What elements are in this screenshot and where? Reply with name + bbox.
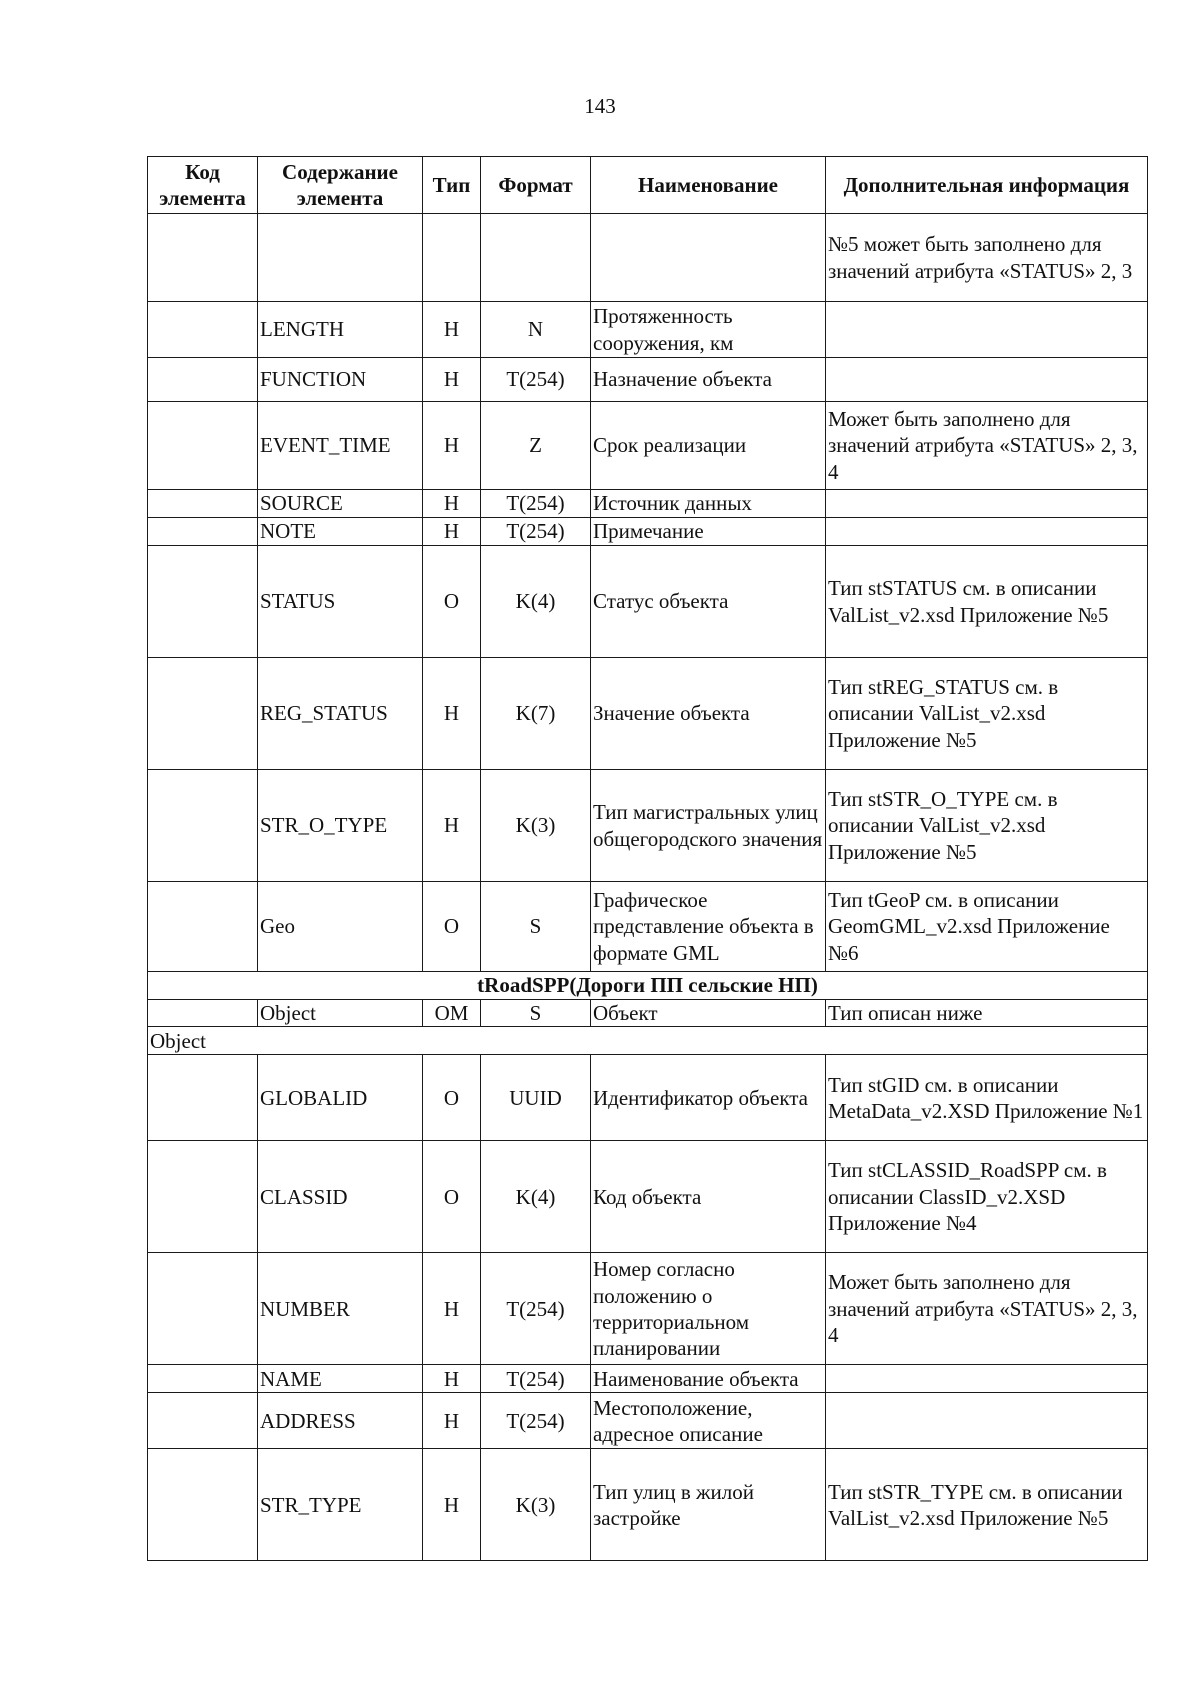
cell-format: N (481, 302, 591, 358)
cell-code (148, 1365, 258, 1393)
cell-type: Н (423, 402, 481, 490)
table-row (148, 358, 1148, 402)
cell-format: K(7) (481, 658, 591, 770)
header-row (148, 157, 1148, 214)
cell-info: Тип stGID см. в описании MetaData_v2.XSD Приложение №1 (826, 1055, 1148, 1141)
cell-content: CLASSID (258, 1141, 423, 1253)
cell-format: T(254) (481, 358, 591, 402)
cell-code (148, 1000, 258, 1027)
cell-info: Тип stSTATUS см. в описании ValList_v2.xsd Приложение №5 (826, 546, 1148, 658)
attribute-spec-table (147, 156, 1148, 1561)
cell-name: Значение объекта (591, 658, 826, 770)
cell-content: REG_STATUS (258, 658, 423, 770)
cell-type: Н (423, 1449, 481, 1561)
cell-info: Тип описан ниже (826, 1000, 1148, 1027)
table-row (148, 770, 1148, 882)
table-row (148, 302, 1148, 358)
cell-info: Тип stSTR_O_TYPE см. в описании ValList_v2.xsd Приложение №5 (826, 770, 1148, 882)
object-row (148, 1000, 1148, 1027)
cell-type: О (423, 1141, 481, 1253)
cell-content: NAME (258, 1365, 423, 1393)
cell-format: T(254) (481, 490, 591, 518)
table-row (148, 1253, 1148, 1365)
table-row (148, 214, 1148, 302)
cell-format: T(254) (481, 518, 591, 546)
cell-content: STR_O_TYPE (258, 770, 423, 882)
cell-info: Тип tGeoP см. в описании GeomGML_v2.xsd Приложение №6 (826, 882, 1148, 972)
section-title-row (148, 972, 1148, 1000)
cell-format: K(4) (481, 1141, 591, 1253)
header-format: Формат (481, 157, 591, 214)
cell-format: K(3) (481, 1449, 591, 1561)
cell-format: K(3) (481, 770, 591, 882)
group-label: Object (148, 1027, 1148, 1055)
table-row (148, 658, 1148, 770)
cell-type: Н (423, 1393, 481, 1449)
table-row (148, 490, 1148, 518)
cell-format: T(254) (481, 1393, 591, 1449)
cell-code (148, 658, 258, 770)
cell-content: NOTE (258, 518, 423, 546)
cell-info: Тип stCLASSID_RoadSPP см. в описании ClassID_v2.XSD Приложение №4 (826, 1141, 1148, 1253)
cell-content: EVENT_TIME (258, 402, 423, 490)
cell-info (826, 518, 1148, 546)
cell-code (148, 1141, 258, 1253)
cell-content: FUNCTION (258, 358, 423, 402)
cell-type: Н (423, 770, 481, 882)
cell-name: Идентификатор объекта (591, 1055, 826, 1141)
table-row (148, 546, 1148, 658)
cell-type: Н (423, 302, 481, 358)
cell-name: Объект (591, 1000, 826, 1027)
cell-type (423, 214, 481, 302)
cell-type: Н (423, 358, 481, 402)
cell-info (826, 302, 1148, 358)
cell-info: Тип stSTR_TYPE см. в описании ValList_v2.xsd Приложение №5 (826, 1449, 1148, 1561)
table-row (148, 882, 1148, 972)
cell-code (148, 546, 258, 658)
table-row (148, 1365, 1148, 1393)
cell-code (148, 214, 258, 302)
cell-content: NUMBER (258, 1253, 423, 1365)
cell-type: О (423, 882, 481, 972)
cell-code (148, 770, 258, 882)
cell-name: Номер согласно положению о территориальном планировании (591, 1253, 826, 1365)
cell-name: Статус объекта (591, 546, 826, 658)
table-row (148, 518, 1148, 546)
cell-name: Протяженность сооружения, км (591, 302, 826, 358)
cell-type: ОМ (423, 1000, 481, 1027)
cell-content: LENGTH (258, 302, 423, 358)
table-row (148, 1055, 1148, 1141)
cell-name: Срок реализации (591, 402, 826, 490)
cell-code (148, 518, 258, 546)
header-element-content: Содержание элемента (258, 157, 423, 214)
table-row (148, 1141, 1148, 1253)
cell-code (148, 302, 258, 358)
cell-code (148, 1393, 258, 1449)
cell-code (148, 1055, 258, 1141)
header-additional-info: Дополнительная информация (826, 157, 1148, 214)
cell-info (826, 490, 1148, 518)
cell-type: Н (423, 518, 481, 546)
page-number: 143 (584, 94, 616, 118)
cell-format: T(254) (481, 1253, 591, 1365)
cell-info: Может быть заполнено для значений атрибута «STATUS» 2, 3, 4 (826, 402, 1148, 490)
cell-type: Н (423, 490, 481, 518)
cell-name: Тип магистральных улиц общегородского значения (591, 770, 826, 882)
cell-info: Тип stREG_STATUS см. в описании ValList_v2.xsd Приложение №5 (826, 658, 1148, 770)
cell-info (826, 1365, 1148, 1393)
cell-format (481, 214, 591, 302)
table-row (148, 1449, 1148, 1561)
cell-code (148, 1253, 258, 1365)
cell-content: GLOBALID (258, 1055, 423, 1141)
cell-type: О (423, 546, 481, 658)
cell-format: Z (481, 402, 591, 490)
header-element-code: Код элемента (148, 157, 258, 214)
cell-info (826, 358, 1148, 402)
cell-info (826, 1393, 1148, 1449)
table-row (148, 1393, 1148, 1449)
cell-format: S (481, 1000, 591, 1027)
cell-type: Н (423, 1253, 481, 1365)
cell-code (148, 358, 258, 402)
cell-code (148, 1449, 258, 1561)
cell-format: UUID (481, 1055, 591, 1141)
cell-info: Может быть заполнено для значений атрибута «STATUS» 2, 3, 4 (826, 1253, 1148, 1365)
cell-name: Графическое представление объекта в формате GML (591, 882, 826, 972)
group-label-row (148, 1027, 1148, 1055)
section-title: tRoadSPP(Дороги ПП сельские НП) (148, 972, 1148, 1000)
cell-info: №5 может быть заполнено для значений атрибута «STATUS» 2, 3 (826, 214, 1148, 302)
cell-name: Источник данных (591, 490, 826, 518)
table-row (148, 402, 1148, 490)
header-type: Тип (423, 157, 481, 214)
cell-format: S (481, 882, 591, 972)
cell-format: T(254) (481, 1365, 591, 1393)
cell-name: Примечание (591, 518, 826, 546)
cell-format: K(4) (481, 546, 591, 658)
cell-code (148, 882, 258, 972)
cell-name: Тип улиц в жилой застройке (591, 1449, 826, 1561)
header-name: Наименование (591, 157, 826, 214)
cell-code (148, 402, 258, 490)
cell-content: STR_TYPE (258, 1449, 423, 1561)
cell-name: Назначение объекта (591, 358, 826, 402)
cell-content: SOURCE (258, 490, 423, 518)
cell-name: Местоположение, адресное описание (591, 1393, 826, 1449)
cell-name (591, 214, 826, 302)
cell-content: STATUS (258, 546, 423, 658)
cell-name: Наименование объекта (591, 1365, 826, 1393)
cell-type: Н (423, 658, 481, 770)
cell-content: Geo (258, 882, 423, 972)
cell-content: Object (258, 1000, 423, 1027)
cell-content (258, 214, 423, 302)
cell-content: ADDRESS (258, 1393, 423, 1449)
cell-name: Код объекта (591, 1141, 826, 1253)
cell-type: О (423, 1055, 481, 1141)
cell-type: Н (423, 1365, 481, 1393)
cell-code (148, 490, 258, 518)
